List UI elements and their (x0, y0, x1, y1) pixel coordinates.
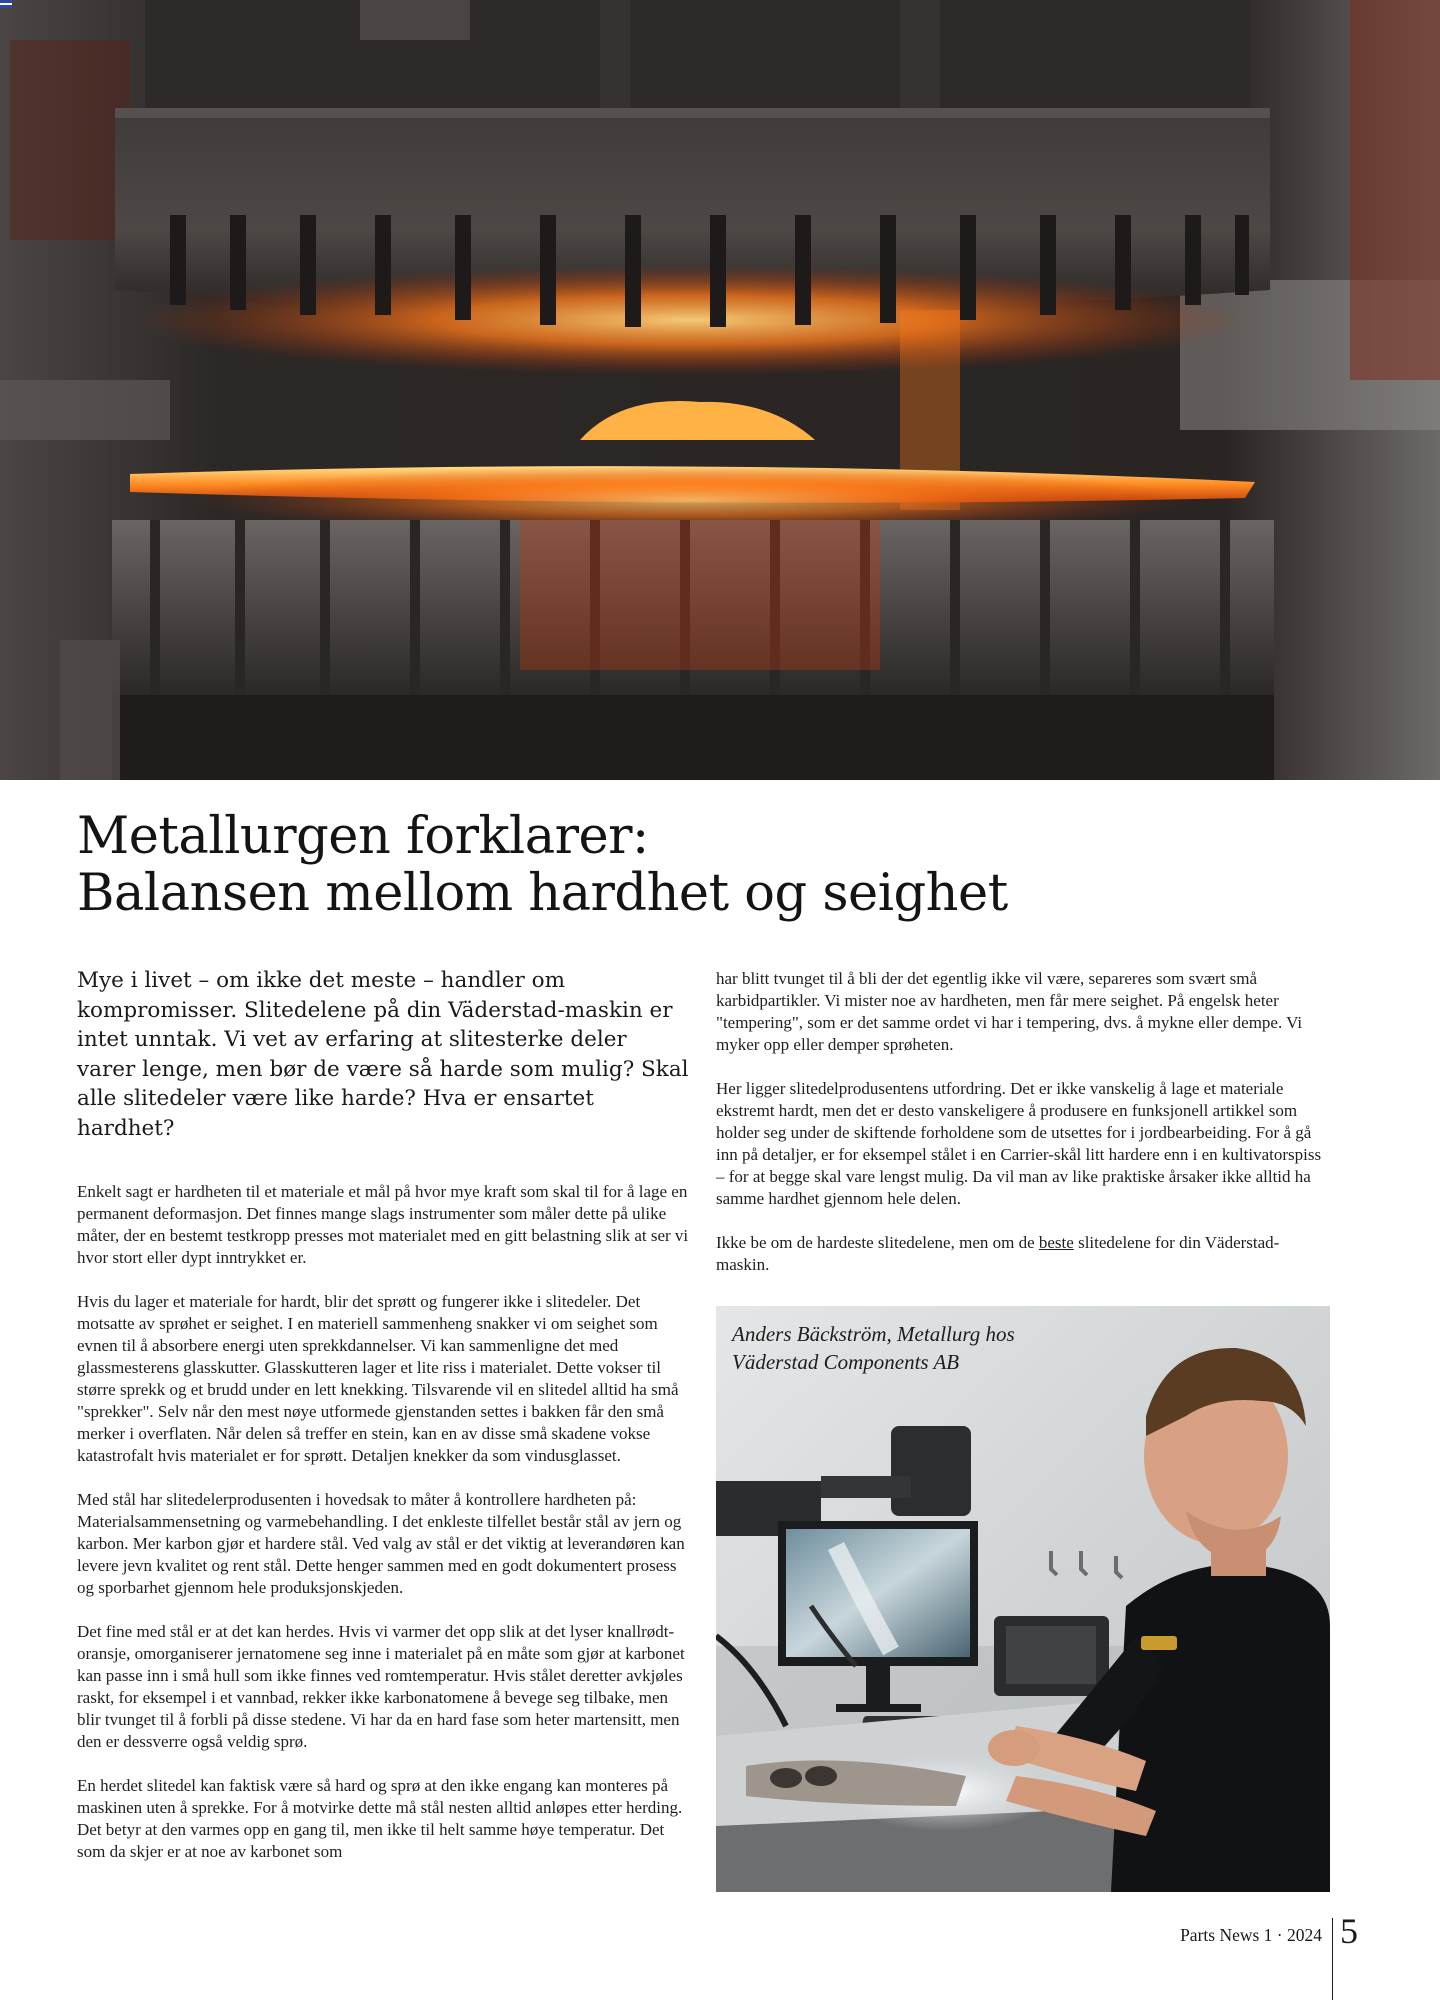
photo-caption-line1: Anders Bäckström, Metallurg hos (732, 1322, 1015, 1346)
body-paragraph: Med stål har slitedelerprodusenten i hovedsak to måter å kontrollere hardheten på: Materialsammensetning og varmebehandling. I det enkleste tilfellet består stål av jern og karbon. Mer karbon gjør et hardere stål. Ved valg av stål er det viktig at leverandøren kan levere jevn kvalitet og rent stål. Dette henger sammen med en godt dokumentert prosess og sporbarhet gjennom hele produksjonskjeden. (77, 1490, 685, 1597)
footer-divider (1332, 1918, 1333, 2000)
body-paragraph: har blitt tvunget til å bli der det egentlig ikke vil være, separeres som svært små karbidpartikler. Vi mister noe av hardheten, men får mere seighet. På engelsk heter "tempering", som er det samme ordet vi har i tempering, dvs. å mykne eller dempe. Vi myker opp eller demper sprøheten. (716, 969, 1303, 1054)
forging-press-illustration (0, 0, 1440, 780)
body-paragraph: Det fine med stål er at det kan herdes. Hvis vi varmer det opp slik at det lyser knallrødt-oransje, omorganiserer jernatomene seg inne i materialet på en måte som gjør at karbonet kan passe inn i små hull som ikke finnes ved romtemperatur. Hvis stålet deretter avkjøles raskt, for eksempel i et vannbad, rekker ikke karbonatomene å bevege seg tilbake, men blir tvunget til å forbli på disse stedene. Vi har da en hard fase som heter martensitt, men den er dessverre også veldig sprø. (77, 1622, 685, 1751)
publication-label: Parts News 1 · 2024 (1180, 1925, 1322, 1945)
page-number: 5 (1340, 1911, 1358, 1951)
body-paragraph: Enkelt sagt er hardheten til et materiale et mål på hvor mye kraft som skal til for å lage en permanent deformasjon. Det finnes mange slags instrumenter som måler dette på ulike måter, der en bestemt testkropp presses mot materialet med en gitt belastning slik at ser vi hvor stort eller dypt inntrykket er. (77, 1182, 689, 1267)
article-title-line2: Balansen mellom hardhet og seighet (77, 864, 1008, 923)
metallurgist-at-microscope-illustration (716, 1306, 1330, 1892)
left-text-column (77, 966, 689, 1885)
lead-paragraph: Mye i livet – om ikke det meste – handler om kompromisser. Slitedelene på din Väderstad-maskin er intet unntak. Vi vet av erfaring at slitesterke deler varer lenge, men bør de være så harde som mulig? Skal alle slitedeler være like harde? Hva er ensartet hardhet? (77, 968, 689, 1141)
closing-emphasis: beste (1038, 1233, 1074, 1252)
closing-text-start: Ikke be om de hardeste slitedelene, men om de (716, 1233, 1039, 1252)
article-title (77, 808, 1277, 922)
article-title-line1: Metallurgen forklarer: (77, 807, 649, 866)
photo-caption-line2: Väderstad Components AB (732, 1350, 960, 1374)
body-paragraph: Hvis du lager et materiale for hardt, blir det sprøtt og fungerer ikke i slitedeler. Det motsatte av sprøhet er seighet. I en materiell sammenheng snakker vi om seighet som evnen til å absorbere energi uten sprekkdannelser. Vi kan sammenligne det med glassmesterens glasskutter. Glasskutteren lager et lite riss i materialet. Dette vokser til større sprekk og et brudd under en lett knekking. Tilsvarende vil en slitedel alltid ha små "sprekker". Selv når den mest nøye utformede gjenstanden settes i bakken får den små merker i overflaten. Når delen så treffer en stein, kan en av disse små skadene vokse katastrofalt hvis materialet er for sprøtt. Detaljen knekker da som vindusglasset. (77, 1292, 679, 1465)
right-text-column (716, 968, 1328, 1298)
hero-photo (0, 0, 1440, 780)
body-paragraph: En herdet slitedel kan faktisk være så hard og sprø at den ikke engang kan monteres på maskinen uten å sprekke. For å motvirke dette må stål nesten alltid anløpes etter herding. Det betyr at den varmes opp en gang til, men ikke til helt samme høye temperatur. Det som da skjer er at noe av karbonet som (77, 1776, 683, 1861)
portrait-photo (716, 1306, 1330, 1892)
closing-text-end: slitedelene for din Väderstad-maskin. (716, 1233, 1280, 1274)
closing-paragraph (716, 1232, 1328, 1276)
body-paragraph: Her ligger slitedelprodusentens utfordring. Det er ikke vanskelig å lage et materiale ekstremt hardt, men det er desto vanskeligere å produsere en funksjonell artikkel som holder seg under de skiftende forholdene som de utsettes for i jordbearbeiding. For å gå inn på detaljer, er for eksempel stålet i en Carrier-skål litt hardere enn i en kultivatorspiss – for at begge skal vare lengst mulig. Da vil man av like praktiske årsaker ikke alltid ha samme hardhet gjennom hele delen. (716, 1079, 1322, 1208)
photo-caption (732, 1320, 1015, 1376)
flag-icon (0, 0, 12, 8)
